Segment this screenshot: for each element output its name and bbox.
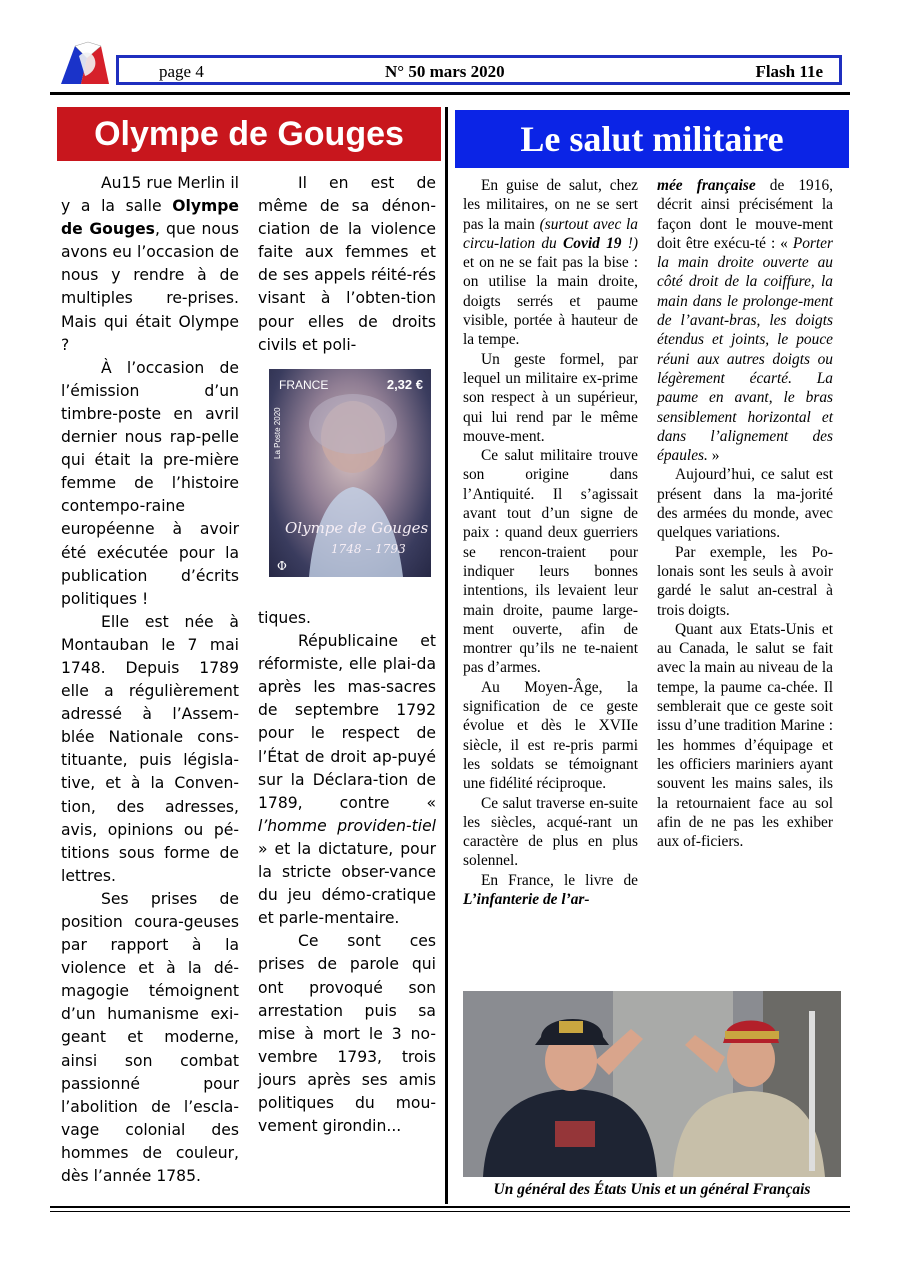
footer-rule-thin — [50, 1211, 850, 1212]
svg-text:FNACA: FNACA — [71, 84, 97, 90]
flash-label: Flash 11e — [755, 62, 823, 81]
stamp-poste: La Poste 2020 — [273, 407, 282, 459]
stamp-country: FRANCE — [279, 378, 329, 392]
issue-number: N° 50 mars 2020 — [385, 62, 505, 81]
paragraph: tiques. — [258, 609, 311, 627]
paragraph: Au Moyen-Âge, la signification de ce geste évolue et dès le XVIIe siècle, il est re-pris parmi les soldats se témoignant une fidélité réciproque. — [463, 678, 638, 793]
paragraph: Républicaine et réformiste, elle plai-da après les mas-sacres de septembre 1792 pour le respect de l’État de droit ap-puyé sur la Déclara-tion de 1789, contre « l’homme providen-tiel » et la dictature, pour la stricte obser-vance du jeu démo-cratique et parle-mentaire. — [258, 632, 436, 928]
paragraph: Ce sont ces prises de parole qui ont provoqué son arrestation puis sa mise à mort le 3 no-vembre 1793, trois jours après ses amis politiques du mou-vement girondin... — [258, 932, 436, 1136]
paragraph: Elle est née à Montauban le 7 mai 1748. Depuis 1789 elle a régulièrement adressé à l’Assem-blée Nationale cons-tituante, puis législa-tive, et à la Conven-tion, des adresses, avis, opinions ou pé-titions sous forme de lettres. — [61, 612, 239, 885]
paragraph: Au15 rue Merlin il y a la salle Olympe de Gouges, que nous avons eu l’occasion de nous y rendre à de multiples re-prises. Mais qui était Olympe ? — [61, 174, 239, 354]
stamp-image — [262, 362, 438, 584]
paragraph: Par exemple, les Po-lonais sont les seuls à avoir gardé le salut an-cestral à trois doigts. — [657, 543, 833, 619]
right-article-title: Le salut militaire — [455, 110, 849, 168]
right-article-column-1 — [463, 176, 638, 909]
stamp-value: 2,32 € — [386, 377, 423, 392]
paragraph: Quant aux Etats-Unis et au Canada, le salut se fait avec la main au niveau de la tempe, la paume ca-chée. Il semblerait que ce geste soit issu d’une tradition Marine : les hommes d’équipage et les officiers mariniers ayant souvent les mains sales, ils la retournaient face au sol afin de ne pas les exhiber aux of-ficiers. — [657, 620, 833, 851]
generals-saluting-photo — [463, 991, 841, 1177]
left-article-column-1 — [61, 172, 239, 1188]
page-number: page 4 — [159, 62, 204, 81]
column-divider — [445, 107, 448, 1204]
header-rule — [50, 92, 850, 95]
paragraph: Un geste formel, par lequel un militaire ex-prime son respect à un supérieur, qui lui rend par le même mouve-ment. — [463, 350, 638, 445]
right-article-column-2 — [657, 176, 833, 851]
left-article-column-2-top — [258, 172, 436, 357]
paragraph: À l’occasion de l’émission d’un timbre-poste en avril dernier nous rap-pelle qui était la pre-mière femme de l’histoire contempo-raine européenne à avoir été exécutée pour la publication d’écrits politiques ! — [61, 358, 239, 608]
paragraph: En guise de salut, chez les militaires, on ne se sert pas la main (surtout avec la circu-lation du Covid 19 !) et on ne se fait pas la bise : on utilise la main droite, doigts serrés et paume visible, portée à hauteur de la tempe. — [463, 177, 638, 349]
stamp-dates: 1748 – 1793 — [331, 542, 406, 556]
paragraph: Ce salut traverse en-suite les siècles, acqué-rant un caractère de plus en plus solennel. — [463, 794, 638, 870]
left-article-column-2-bottom — [258, 607, 436, 1138]
paragraph: Il en est de même de sa dénon-ciation de la violence faite aux femmes et de ses appels réité-rés visant à l’obten-tion pour elles de droits civils et poli- — [258, 174, 436, 354]
header-bar — [116, 55, 842, 85]
paragraph: Aujourd’hui, ce salut est présent dans la ma-jorité des armées du monde, avec quelques variations. — [657, 466, 833, 542]
fnaca-logo — [55, 40, 113, 90]
photo-caption: Un général des États Unis et un général Français — [493, 1181, 811, 1198]
stamp-symbol: Φ — [277, 559, 287, 573]
footer-rule — [50, 1206, 850, 1208]
paragraph: En France, le livre de L’infanterie de l’ar- — [463, 871, 638, 908]
left-article-title: Olympe de Gouges — [57, 107, 441, 161]
paragraph: Ce salut militaire trouve son origine dans l’Antiquité. Il s’agissait avant tout d’un signe de paix : quand deux guerriers se rencon-traient pour indiquer leurs bonnes intentions, ils levaient leur main droite, paume large-ment ouverte, afin de montrer qu’ils ne te-naient pas d’armes. — [463, 447, 638, 677]
stamp-signature: Olympe de Gouges — [285, 519, 429, 537]
paragraph: mée française de 1916, décrit ainsi précisément la façon dont le mouve-ment doit être exécu-té : « Porter la main droite ouverte au côté droit de la coiffure, la main dans le prolonge-ment de l’avant-bras, les doigts étendus et joints, le pouce réuni aux autres doigts ou légèrement écarté. La paume en avant, le bras sensiblement horizontal et dans l’alignement des épaules. » — [657, 177, 833, 465]
paragraph: Ses prises de position coura-geuses par rapport à la violence et à la dé-magogie témoignent d’un humanisme exi-geant et moderne, ainsi son combat passionné pour l’abolition de l’escla-vage colonial des hommes de couleur, dès l’année 1785. — [61, 889, 239, 1186]
